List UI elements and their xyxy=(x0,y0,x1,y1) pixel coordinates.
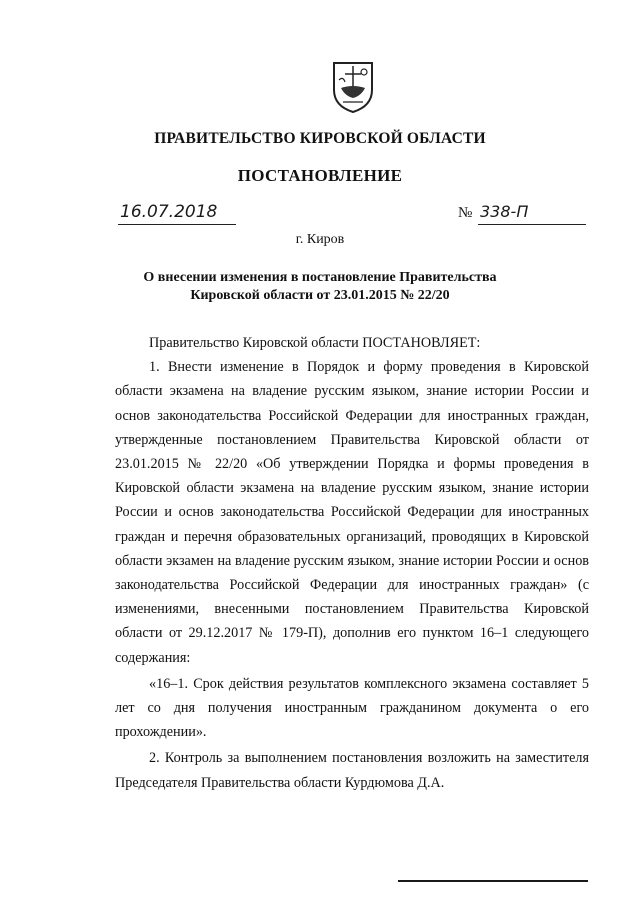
government-title: ПРАВИТЕЛЬСТВО КИРОВСКОЙ ОБЛАСТИ xyxy=(154,130,486,147)
document-body xyxy=(115,331,589,795)
document-date-field xyxy=(118,202,236,225)
city-label: г. Киров xyxy=(295,232,345,247)
document-subject xyxy=(0,269,640,305)
coat-of-arms-icon xyxy=(331,60,375,114)
body-paragraph-item-2: 2. Контроль за выполнением постановления возложить на заместителя Председателя Правительства области Курдюмова Д.А. xyxy=(115,750,589,791)
document-date: 16.07.2018 xyxy=(120,202,218,222)
body-paragraph-preamble: Правительство Кировской области ПОСТАНОВЛЯЕТ: xyxy=(149,335,481,351)
body-paragraph-item-1: 1. Внести изменение в Порядок и форму проведения в Кировской области экзамена на владение русским языком, знание истории России и основ законодательства Российской Федерации для иностранных граждан, утвержденные постановлением Правительства Кировской области от 23.01.2015 № 22/20 «Об утверждении Порядка и формы проведения в Кировской области экзамена на владение русским языком, знание истории России и основ законодательства Российской Федерации для иностранных граждан и перечня образовательных организаций, проводящих в Кировской области экзамен на владение русским языком, знание истории России и основ законодательства Российской Федерации для иностранных граждан» (с изменениями, внесенными постановлением Правительства Кировской области от 29.12.2017 № 179-П), дополнив его пунктом 16–1 следующего содержания: xyxy=(115,359,589,666)
signature-line xyxy=(398,880,588,882)
subject-line-2: Кировской области от 23.01.2015 № 22/20 xyxy=(190,288,450,303)
document-number-field xyxy=(478,202,586,225)
number-sign: № xyxy=(458,205,473,221)
body-paragraph-quote: «16–1. Срок действия результатов комплексного экзамена составляет 5 лет со дня получения иностранным гражданином документа о его прохождении». xyxy=(115,675,589,741)
document-type-title: ПОСТАНОВЛЕНИЕ xyxy=(237,166,403,185)
document-number: 338-П xyxy=(480,202,529,221)
subject-line-1: О внесении изменения в постановление Правительства xyxy=(143,270,497,285)
